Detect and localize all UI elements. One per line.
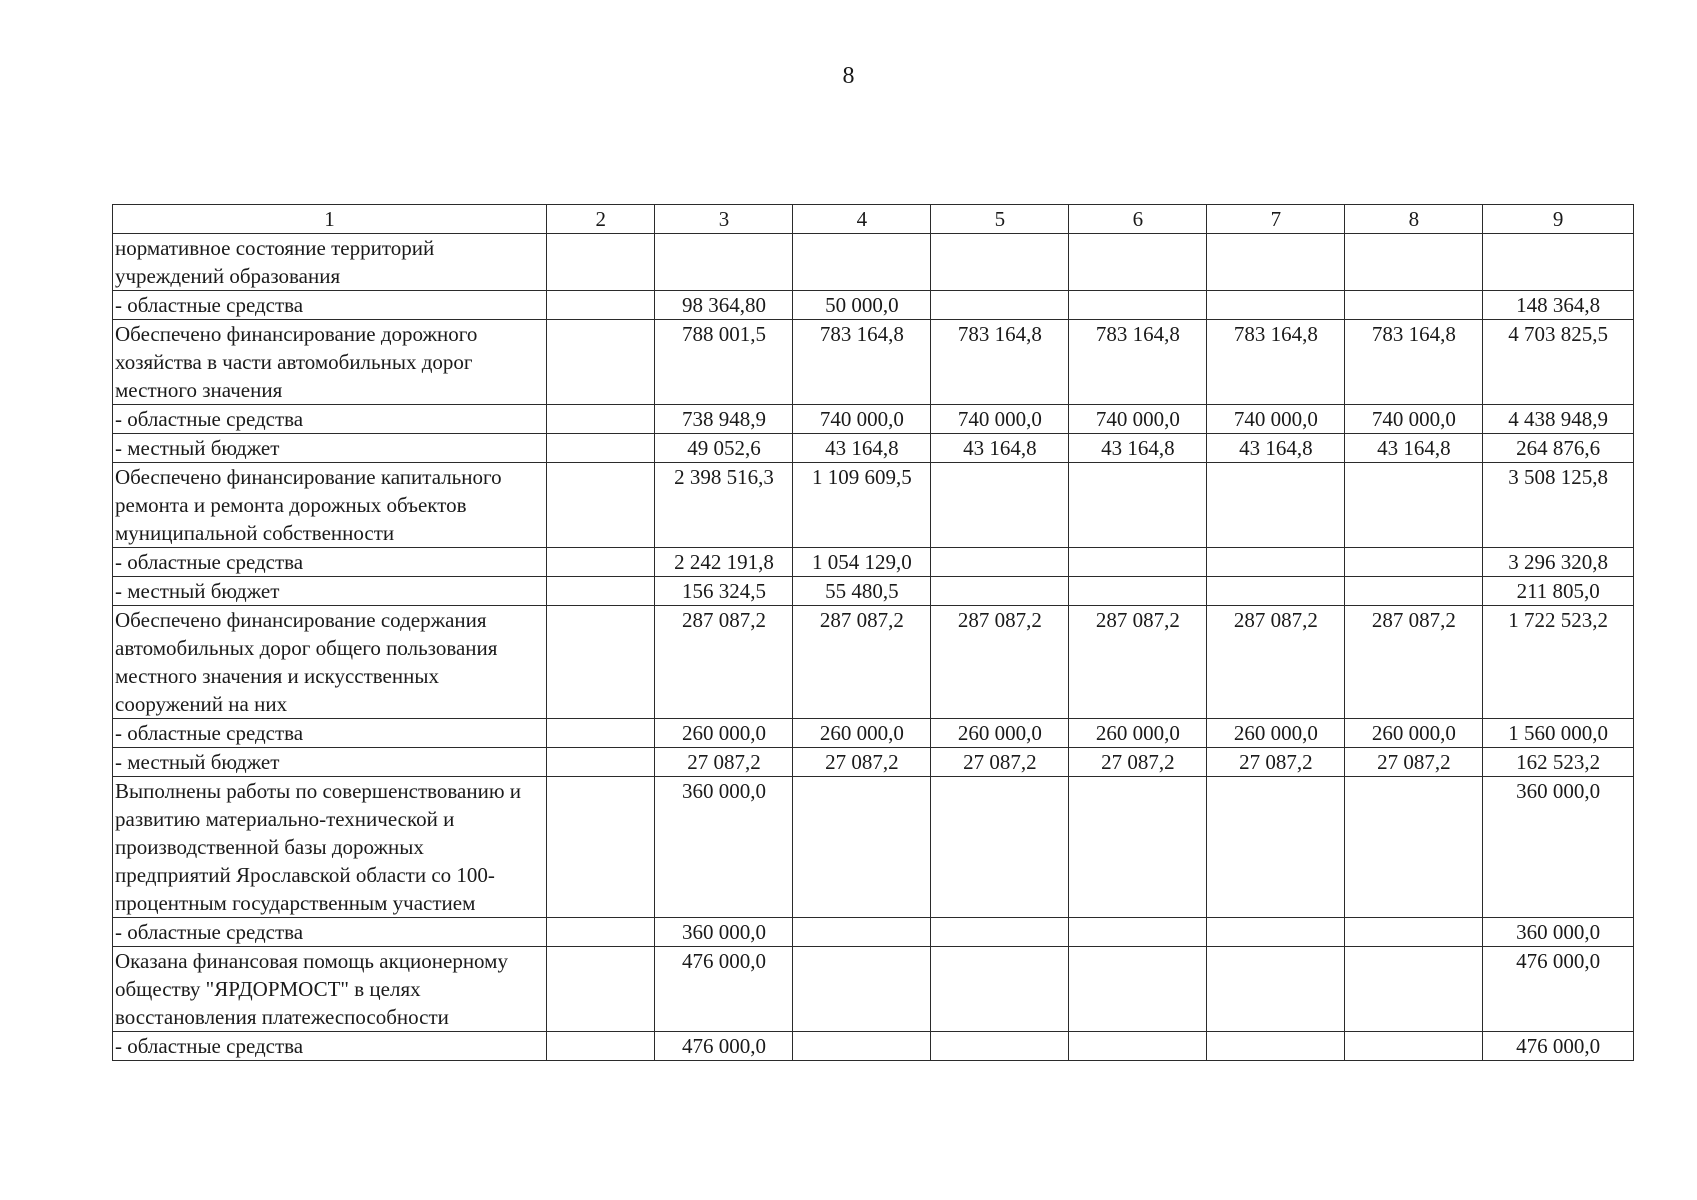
table-cell bbox=[546, 1032, 654, 1061]
table-cell: 27 087,2 bbox=[1345, 748, 1483, 777]
table-cell bbox=[546, 291, 654, 320]
table-row bbox=[113, 606, 1634, 719]
table-cell: 360 000,0 bbox=[655, 777, 793, 918]
table-cell bbox=[546, 405, 654, 434]
table-row bbox=[113, 777, 1634, 918]
table-cell bbox=[1345, 548, 1483, 577]
table-cell: 98 364,80 bbox=[655, 291, 793, 320]
column-header: 7 bbox=[1207, 205, 1345, 234]
table-cell bbox=[1207, 1032, 1345, 1061]
table-cell bbox=[546, 548, 654, 577]
table-cell: 2 242 191,8 bbox=[655, 548, 793, 577]
table-cell bbox=[931, 548, 1069, 577]
row-label: - областные средства bbox=[113, 719, 547, 748]
table-cell bbox=[1069, 947, 1207, 1032]
table-cell bbox=[793, 918, 931, 947]
row-label: Обеспечено финансирование дорожного хозяйства в части автомобильных дорог местного значения bbox=[113, 320, 547, 405]
table-cell bbox=[546, 748, 654, 777]
table-cell bbox=[1345, 291, 1483, 320]
table-cell: 783 164,8 bbox=[931, 320, 1069, 405]
table-cell: 260 000,0 bbox=[1069, 719, 1207, 748]
table-cell bbox=[1345, 947, 1483, 1032]
row-label: Оказана финансовая помощь акционерному обществу "ЯРДОРМОСТ" в целях восстановления платежеспособности bbox=[113, 947, 547, 1032]
table-row bbox=[113, 463, 1634, 548]
table-cell bbox=[546, 434, 654, 463]
table-cell: 360 000,0 bbox=[1483, 918, 1634, 947]
table-cell: 55 480,5 bbox=[793, 577, 931, 606]
table-cell: 162 523,2 bbox=[1483, 748, 1634, 777]
table-cell bbox=[931, 463, 1069, 548]
table-cell bbox=[546, 719, 654, 748]
table-cell bbox=[1207, 947, 1345, 1032]
table-cell bbox=[931, 1032, 1069, 1061]
table-cell: 27 087,2 bbox=[793, 748, 931, 777]
column-header: 5 bbox=[931, 205, 1069, 234]
table-cell: 43 164,8 bbox=[1069, 434, 1207, 463]
table-cell: 476 000,0 bbox=[1483, 1032, 1634, 1061]
table-cell: 2 398 516,3 bbox=[655, 463, 793, 548]
table-cell bbox=[931, 947, 1069, 1032]
row-label: - местный бюджет bbox=[113, 434, 547, 463]
table-row bbox=[113, 719, 1634, 748]
table-cell: 4 438 948,9 bbox=[1483, 405, 1634, 434]
table-cell bbox=[1069, 548, 1207, 577]
table-cell bbox=[1345, 234, 1483, 291]
table-cell: 740 000,0 bbox=[793, 405, 931, 434]
table-cell bbox=[793, 1032, 931, 1061]
table-row bbox=[113, 918, 1634, 947]
table-row bbox=[113, 234, 1634, 291]
table-cell: 27 087,2 bbox=[655, 748, 793, 777]
table-cell: 260 000,0 bbox=[793, 719, 931, 748]
table-row bbox=[113, 434, 1634, 463]
column-header: 4 bbox=[793, 205, 931, 234]
table-cell bbox=[1207, 918, 1345, 947]
table-cell bbox=[931, 918, 1069, 947]
table-cell bbox=[1069, 463, 1207, 548]
table-cell: 360 000,0 bbox=[1483, 777, 1634, 918]
table-cell bbox=[1345, 463, 1483, 548]
table-cell: 1 722 523,2 bbox=[1483, 606, 1634, 719]
header-row bbox=[113, 205, 1634, 234]
table-row bbox=[113, 291, 1634, 320]
table-cell: 148 364,8 bbox=[1483, 291, 1634, 320]
table-cell: 783 164,8 bbox=[1207, 320, 1345, 405]
table-cell bbox=[546, 234, 654, 291]
row-label: - областные средства bbox=[113, 291, 547, 320]
table-cell bbox=[1207, 463, 1345, 548]
table-cell bbox=[546, 320, 654, 405]
table-cell: 287 087,2 bbox=[793, 606, 931, 719]
table-cell: 788 001,5 bbox=[655, 320, 793, 405]
column-header: 2 bbox=[546, 205, 654, 234]
row-label: нормативное состояние территорий учреждений образования bbox=[113, 234, 547, 291]
table-cell: 287 087,2 bbox=[1207, 606, 1345, 719]
table-cell: 476 000,0 bbox=[655, 947, 793, 1032]
table-cell bbox=[931, 234, 1069, 291]
table-cell: 287 087,2 bbox=[931, 606, 1069, 719]
table-row bbox=[113, 748, 1634, 777]
table-cell: 27 087,2 bbox=[931, 748, 1069, 777]
table-cell: 43 164,8 bbox=[793, 434, 931, 463]
table-cell: 43 164,8 bbox=[1345, 434, 1483, 463]
column-header: 8 bbox=[1345, 205, 1483, 234]
row-label: - местный бюджет bbox=[113, 748, 547, 777]
row-label: - областные средства bbox=[113, 918, 547, 947]
table-cell: 4 703 825,5 bbox=[1483, 320, 1634, 405]
table-cell: 43 164,8 bbox=[1207, 434, 1345, 463]
column-header: 6 bbox=[1069, 205, 1207, 234]
table-cell: 43 164,8 bbox=[931, 434, 1069, 463]
table-cell bbox=[931, 577, 1069, 606]
table-cell bbox=[931, 291, 1069, 320]
table-cell bbox=[546, 777, 654, 918]
table-cell: 783 164,8 bbox=[1069, 320, 1207, 405]
table-cell: 260 000,0 bbox=[1345, 719, 1483, 748]
table-cell bbox=[546, 918, 654, 947]
table-row bbox=[113, 577, 1634, 606]
table-row bbox=[113, 947, 1634, 1032]
table-cell: 740 000,0 bbox=[1207, 405, 1345, 434]
budget-table bbox=[112, 204, 1634, 1061]
table-cell bbox=[1069, 777, 1207, 918]
table-cell bbox=[1345, 577, 1483, 606]
table-cell: 783 164,8 bbox=[793, 320, 931, 405]
table-cell bbox=[793, 947, 931, 1032]
table-row bbox=[113, 1032, 1634, 1061]
table-cell bbox=[793, 777, 931, 918]
table-cell bbox=[1207, 548, 1345, 577]
page-number: 8 bbox=[842, 63, 855, 89]
table-cell bbox=[1207, 577, 1345, 606]
row-label: - областные средства bbox=[113, 1032, 547, 1061]
table-cell bbox=[1345, 1032, 1483, 1061]
table-cell bbox=[1483, 234, 1634, 291]
table-cell: 1 560 000,0 bbox=[1483, 719, 1634, 748]
table-cell: 264 876,6 bbox=[1483, 434, 1634, 463]
table-cell: 738 948,9 bbox=[655, 405, 793, 434]
table-cell bbox=[546, 463, 654, 548]
table-cell: 260 000,0 bbox=[655, 719, 793, 748]
table-cell bbox=[1207, 234, 1345, 291]
table-cell: 260 000,0 bbox=[1207, 719, 1345, 748]
table-cell bbox=[546, 606, 654, 719]
table-cell bbox=[1207, 777, 1345, 918]
table-cell bbox=[1345, 918, 1483, 947]
table-cell: 3 296 320,8 bbox=[1483, 548, 1634, 577]
table-cell: 49 052,6 bbox=[655, 434, 793, 463]
table-cell: 27 087,2 bbox=[1207, 748, 1345, 777]
row-label: Выполнены работы по совершенствованию и развитию материально-технической и производственной базы дорожных предприятий Ярославской области со 100-процентным государственным участием bbox=[113, 777, 547, 918]
table-cell bbox=[546, 577, 654, 606]
table-cell bbox=[546, 947, 654, 1032]
row-label: Обеспечено финансирование капитального ремонта и ремонта дорожных объектов муниципальной собственности bbox=[113, 463, 547, 548]
table-cell: 740 000,0 bbox=[931, 405, 1069, 434]
table-cell: 27 087,2 bbox=[1069, 748, 1207, 777]
table-row bbox=[113, 405, 1634, 434]
column-header: 1 bbox=[113, 205, 547, 234]
table-cell: 783 164,8 bbox=[1345, 320, 1483, 405]
table-cell: 260 000,0 bbox=[931, 719, 1069, 748]
table-cell: 1 054 129,0 bbox=[793, 548, 931, 577]
table-cell bbox=[931, 777, 1069, 918]
table-cell: 740 000,0 bbox=[1345, 405, 1483, 434]
table-cell bbox=[1207, 291, 1345, 320]
column-header: 3 bbox=[655, 205, 793, 234]
table-cell bbox=[1069, 291, 1207, 320]
table-cell: 211 805,0 bbox=[1483, 577, 1634, 606]
table-cell bbox=[1069, 918, 1207, 947]
row-label: - областные средства bbox=[113, 405, 547, 434]
table-cell: 740 000,0 bbox=[1069, 405, 1207, 434]
row-label: - местный бюджет bbox=[113, 577, 547, 606]
table-cell: 287 087,2 bbox=[1345, 606, 1483, 719]
table-cell bbox=[793, 234, 931, 291]
table-row bbox=[113, 548, 1634, 577]
column-header: 9 bbox=[1483, 205, 1634, 234]
table-cell bbox=[1069, 234, 1207, 291]
table-cell: 1 109 609,5 bbox=[793, 463, 931, 548]
table-cell: 360 000,0 bbox=[655, 918, 793, 947]
table-cell: 3 508 125,8 bbox=[1483, 463, 1634, 548]
row-label: - областные средства bbox=[113, 548, 547, 577]
table-cell bbox=[1345, 777, 1483, 918]
table-row bbox=[113, 320, 1634, 405]
row-label: Обеспечено финансирование содержания автомобильных дорог общего пользования местного значения и искусственных сооружений на них bbox=[113, 606, 547, 719]
table-cell: 287 087,2 bbox=[655, 606, 793, 719]
table-cell bbox=[1069, 1032, 1207, 1061]
table-cell: 476 000,0 bbox=[1483, 947, 1634, 1032]
table-cell: 287 087,2 bbox=[1069, 606, 1207, 719]
table-cell bbox=[655, 234, 793, 291]
table-cell bbox=[1069, 577, 1207, 606]
table-cell: 156 324,5 bbox=[655, 577, 793, 606]
table-cell: 476 000,0 bbox=[655, 1032, 793, 1061]
table-cell: 50 000,0 bbox=[793, 291, 931, 320]
